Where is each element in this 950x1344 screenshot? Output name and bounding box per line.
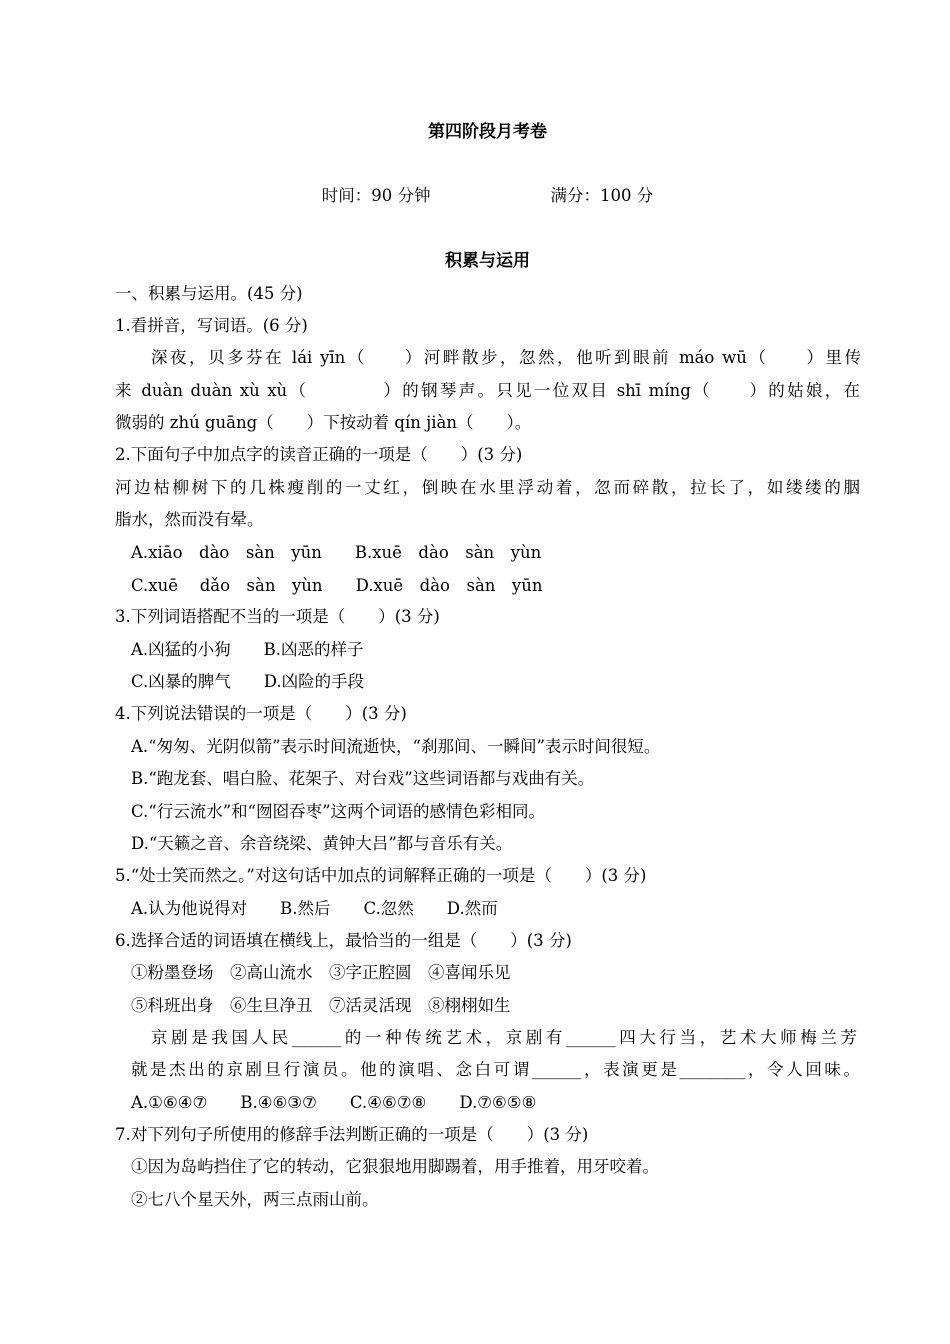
q4-option-a: A.“匆匆、光阴似箭”表示时间流逝快，“刹那间、一瞬间”表示时间很短。 — [131, 737, 661, 756]
question-5: 5.“处士笑而然之。”对这句话中加点的词解释正确的一项是（ ）(3 分) — [115, 866, 647, 885]
exam-meta — [0, 185, 950, 207]
exam-score: 满分：100 分 — [550, 186, 654, 205]
q4-option-d: D.“天籁之音、余音绕梁、黄钟大吕”都与音乐有关。 — [131, 834, 513, 853]
page-title: 第四阶段月考卷 — [428, 122, 547, 142]
q4-option-b: B.“跑龙套、唱白脸、花架子、对台戏”这些词语都与戏曲有关。 — [131, 769, 595, 788]
q2-options: C.xuē dǎo sàn yùn D.xuē dào sàn yūn — [131, 576, 543, 595]
q1-text-line: 深夜，贝多芬在 lái yīn（ ）河畔散步，忽然，他听到眼前 máo wū（ ）里传 — [151, 348, 861, 367]
q4-option-c: C.“行云流水”和“囫囵吞枣”这两个词语的感情色彩相同。 — [131, 802, 546, 821]
q1-text-line: 微弱的 zhú guāng（ ）下按动着 qín jiàn（ ）。 — [115, 413, 532, 432]
q2-options: A.xiāo dào sàn yūn B.xuē dào sàn yùn — [131, 543, 542, 562]
q6-passage-line: 就是杰出的京剧旦行演员。他的演唱、念白可谓______，表演更是________，令人回味。 — [131, 1060, 860, 1079]
q6-passage-line: 京剧是我国人民______的一种传统艺术，京剧有______四大行当，艺术大师梅兰芳 — [151, 1028, 857, 1047]
part-heading: 一、积累与运用。(45 分) — [115, 284, 303, 303]
question-2: 2.下面句子中加点字的读音正确的一项是（ ）(3 分) — [115, 445, 523, 464]
exam-time: 时间：90 分钟 — [321, 186, 431, 205]
question-7: 7.对下列句子所使用的修辞手法判断正确的一项是（ ）(3 分) — [115, 1125, 589, 1144]
section-title: 积累与运用 — [445, 251, 530, 271]
q6-word-list: ①粉墨登场 ②高山流水 ③字正腔圆 ④喜闻乐见 — [131, 963, 511, 982]
question-1: 1.看拼音，写词语。(6 分) — [115, 316, 308, 335]
q3-options: A.凶猛的小狗 B.凶恶的样子 — [131, 640, 364, 659]
q3-options: C.凶暴的脾气 D.凶险的手段 — [131, 672, 365, 691]
q1-text-line: 来 duàn duàn xù xù（ ）的钢琴声。只见一位双目 shī míng（ ）的姑娘，在 — [115, 381, 860, 400]
q2-passage-line: 脂水，然而没有晕。 — [115, 510, 264, 529]
question-6: 6.选择合适的词语填在横线上，最恰当的一组是（ ）(3 分) — [115, 931, 572, 950]
q7-sentence-2: ②七八个星天外，两三点雨山前。 — [131, 1190, 379, 1209]
q2-passage-line: 河边枯柳树下的几株瘦削的一丈红，倒映在水里浮动着，忽而碎散，拉长了，如缕缕的胭 — [115, 478, 860, 497]
question-3: 3.下列词语搭配不当的一项是（ ）(3 分) — [115, 607, 440, 626]
q6-options: A.①⑥④⑦ B.④⑥③⑦ C.④⑥⑦⑧ D.⑦⑥⑤⑧ — [131, 1093, 537, 1112]
q6-word-list: ⑤科班出身 ⑥生旦净丑 ⑦活灵活现 ⑧栩栩如生 — [131, 996, 511, 1015]
q5-options: A.认为他说得对 B.然后 C.忽然 D.然而 — [131, 899, 498, 918]
q7-sentence-1: ①因为岛屿挡住了它的转动，它狠狠地用脚踢着，用手推着，用牙咬着。 — [131, 1157, 659, 1176]
question-4: 4.下列说法错误的一项是（ ）(3 分) — [115, 704, 407, 723]
